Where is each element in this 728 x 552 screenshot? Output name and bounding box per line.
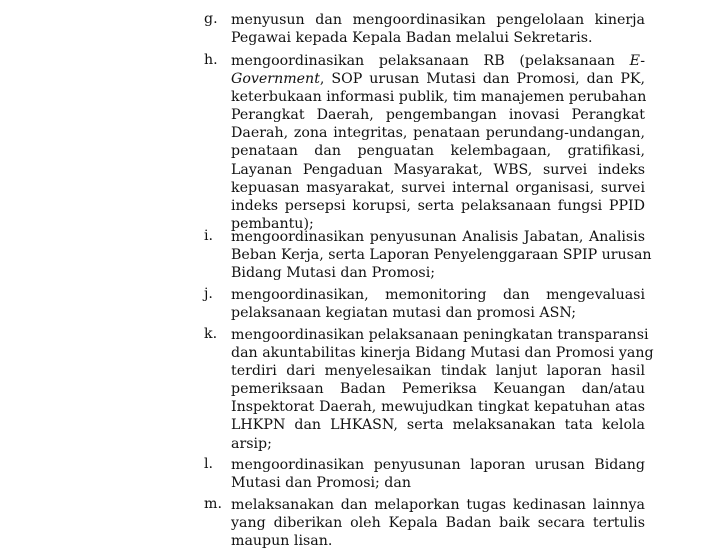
- text-line: penataan dan penguatan kelembagaan, gratifikasi,: [231, 143, 645, 160]
- text-line: pembantu);: [231, 215, 314, 232]
- list-item-text: [231, 11, 645, 47]
- text-line: kepuasan masyarakat, survei internal organisasi, survei: [231, 179, 645, 196]
- text-line: Bidang Mutasi dan Promosi;: [231, 265, 436, 282]
- text-line: mengoordinasikan pelaksanaan RB (pelaksanaan E-: [231, 53, 645, 69]
- text-line: pemeriksaan Badan Pemeriksa Keuangan dan/atau: [231, 381, 645, 398]
- text-line: melaksanakan dan melaporkan tugas kedinasan lainnya: [231, 497, 645, 513]
- list-item-text: [231, 228, 652, 282]
- list-item-text: [231, 496, 645, 550]
- text-line: pelaksanaan kegiatan mutasi dan promosi ASN;: [231, 305, 577, 322]
- text-line: Inspektorat Daerah, mewujudkan tingkat kepatuhan atas: [231, 399, 645, 416]
- list-item-letter: g.: [204, 11, 218, 27]
- italic-term: Government: [231, 71, 320, 88]
- text-line: dan akuntabilitas kinerja Bidang Mutasi dan Promosi yang: [231, 345, 654, 362]
- text-line: mengoordinasikan pelaksanaan peningkatan transparansi: [231, 327, 649, 343]
- list-item-letter: m.: [204, 496, 222, 512]
- text-line: mengoordinasikan penyusunan laporan urusan Bidang: [231, 457, 645, 473]
- list-item-letter: k.: [204, 326, 218, 342]
- text-line: Pegawai kepada Kepala Badan melalui Sekretaris.: [231, 30, 593, 47]
- list-item-letter: h.: [204, 52, 218, 68]
- list-item-letter: i.: [204, 228, 214, 244]
- text-line: indeks persepsi korupsi, serta pelaksanaan fungsi PPID: [231, 197, 645, 214]
- text-line: keterbukaan informasi publik, tim manajemen perubahan: [231, 89, 647, 106]
- text-line: Beban Kerja, serta Laporan Penyelenggaraan SPIP urusan: [231, 247, 652, 264]
- text-line: Daerah, zona integritas, penataan perundang-undangan,: [231, 125, 645, 142]
- list-item-text: [231, 456, 645, 492]
- italic-term: E-: [629, 53, 645, 69]
- text-line: Government, SOP urusan Mutasi dan Promosi, dan PK,: [231, 71, 645, 88]
- text-line: terdiri dari menyelesaikan tindak lanjut laporan hasil: [231, 363, 645, 380]
- text-line: mengoordinasikan penyusunan Analisis Jabatan, Analisis: [231, 229, 645, 245]
- text-line: yang diberikan oleh Kepala Badan baik secara tertulis: [231, 515, 645, 532]
- list-item-text: [231, 286, 645, 322]
- text-line: Perangkat Daerah, pengembangan inovasi Perangkat: [231, 107, 645, 124]
- text-line: mengoordinasikan, memonitoring dan mengevaluasi: [231, 287, 645, 303]
- text-line: LHKPN dan LHKASN, serta melaksanakan tata kelola: [231, 417, 645, 434]
- list-item-text: [231, 52, 645, 233]
- text-line: Layanan Pengaduan Masyarakat, WBS, survei indeks: [231, 161, 645, 178]
- text-line: menyusun dan mengoordinasikan pengelolaan kinerja: [231, 12, 645, 28]
- list-item-text: [231, 326, 654, 453]
- text-line: arsip;: [231, 435, 272, 452]
- text-line: maupun lisan.: [231, 533, 333, 550]
- text-line: Mutasi dan Promosi; dan: [231, 475, 411, 492]
- list-item-letter: j.: [204, 286, 213, 302]
- list-item-letter: l.: [204, 456, 214, 472]
